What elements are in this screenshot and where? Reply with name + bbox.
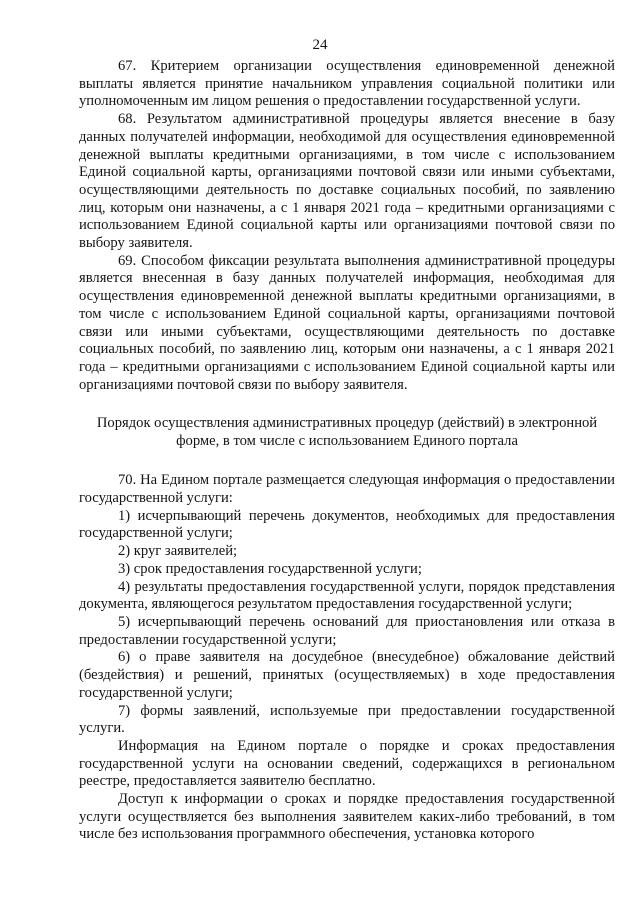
paragraph-70: 70. На Едином портале размещается следующая информация о предоставлении государственной услуги: [79, 472, 615, 507]
list-item-1: 1) исчерпывающий перечень документов, необходимых для предоставления государственной услуги; [79, 507, 615, 542]
paragraph-67: 67. Критерием организации осуществления единовременной денежной выплаты является принятие начальником управления социальной политики или уполномоченным им лицом решения о предоставлении государственной услуги. [79, 58, 615, 110]
section-heading: Порядок осуществления административных процедур (действий) в электронной форме, в том числе с использованием Единого портала [96, 415, 598, 450]
paragraph-68: 68. Результатом административной процедуры является внесение в базу данных получателей информации, необходимой для осуществления единовременной денежной выплаты кредитными организациями, в том числе с использованием Единой социальной карты, организациями почтовой связи или иными субъектами, осуществляющими деятельность по доставке социальных пособий, по заявлению лиц, которым они назначены, а с 1 января 2021 года – кредитными организациями с использованием Единой социальной карты или организациями почтовой связи по выбору заявителя. [79, 111, 615, 252]
list-item-3: 3) срок предоставления государственной услуги; [118, 560, 422, 577]
list-item-5: 5) исчерпывающий перечень оснований для приостановления или отказа в предоставлении государственной услуги; [79, 613, 615, 648]
list-item-6: 6) о праве заявителя на досудебное (внесудебное) обжалование действий (бездействия) и решений, принятых (осуществляемых) в ходе предоставления государственной услуги; [79, 649, 615, 701]
document-body [79, 58, 615, 844]
list-item-7: 7) формы заявлений, используемые при предоставлении государственной услуги. [79, 702, 615, 737]
access-paragraph: Доступ к информации о сроках и порядке предоставления государственной услуги осуществляется без выполнения заявителем каких-либо требований, в том числе без использования программного обеспечения, установка которого [79, 791, 615, 843]
info-paragraph: Информация на Едином портале о порядке и сроках предоставления государственной услуги на основании сведений, содержащихся в региональном реестре, предоставляется заявителю бесплатно. [79, 737, 615, 790]
list-item-4: 4) результаты предоставления государственной услуги, порядок представления документа, являющегося результатом предоставления государственной услуги; [79, 578, 615, 613]
page-number: 24 [312, 37, 328, 53]
paragraph-69: 69. Способом фиксации результата выполнения административной процедуры является внесенная в базу данных получателей информация, необходимая для осуществления единовременной денежной выплаты кредитными организациями, в том числе с использованием Единой социальной карты, организациями почтовой связи или иными субъектами, осуществляющими деятельность по доставке социальных пособий, по заявлению лиц, которым они назначены, а с 1 января 2021 года – кредитными организациями с использованием Единой социальной карты или организациями почтовой связи по выбору заявителя. [79, 252, 615, 393]
list-item-2: 2) круг заявителей; [118, 543, 238, 560]
